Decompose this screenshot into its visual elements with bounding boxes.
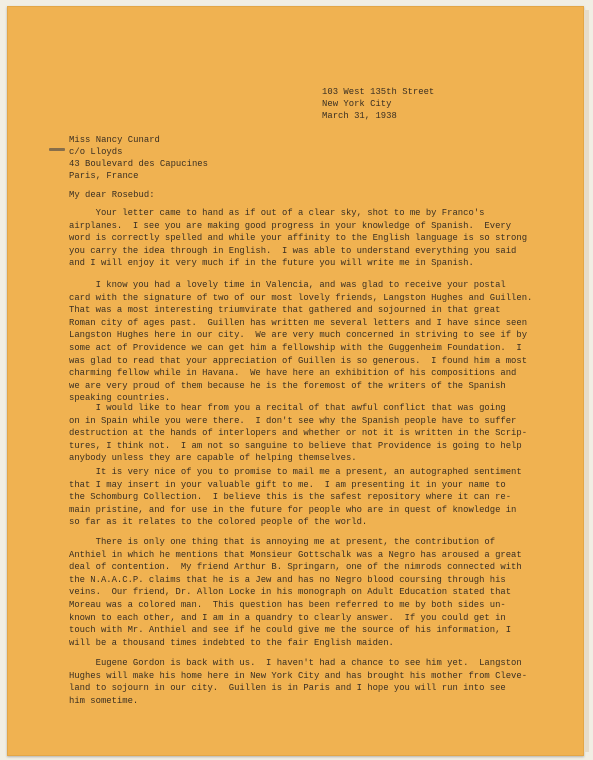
body-line: deal of contention. My friend Arthur B. Springarn, one of the nimrods connected with — [69, 562, 522, 573]
body-line: so far as it relates to the colored people of the world. — [69, 517, 368, 528]
body-paragraph — [69, 657, 527, 707]
recipient-address-line: Paris, France — [69, 171, 139, 181]
body-line: we are very proud of them because he is the foremost of the writers of the Spanish — [69, 380, 506, 391]
body-line: Anthiel in which he mentions that Monsieur Gottschalk was a Negro has aroused a great — [69, 549, 522, 560]
body-line: Eugene Gordon is back with us. I haven't had a chance to see him yet. Langston — [69, 658, 522, 668]
body-line: land to sojourn in our city. Guillen is in Paris and I hope you will run into see — [69, 683, 506, 694]
sender-address-line: 103 West 135th Street — [322, 87, 435, 97]
body-line: some act of Providence we can get him a fellowship with the Guggenheim Foundation. I — [69, 342, 522, 353]
body-paragraph — [69, 466, 522, 529]
body-line: There is only one thing that is annoying me at present, the contribution of — [69, 537, 496, 547]
recipient-address-line: 43 Boulevard des Capucines — [69, 159, 208, 169]
body-paragraph — [69, 207, 527, 270]
body-line: Roman city of ages past. Guillen has written me several letters and I have since seen — [69, 317, 528, 328]
body-line: touch with Mr. Anthiel and see if he could give me the source of his information, I — [69, 625, 512, 636]
sender-address-line: New York City — [322, 99, 392, 109]
body-line: card with the signature of two of our most lovely friends, Langston Hughes and Guillen. — [69, 292, 533, 303]
scan-edge — [584, 10, 589, 752]
body-paragraph — [69, 402, 527, 465]
body-line: the N.A.A.C.P. claims that he is a Jew and has no Negro blood coursing through his — [69, 574, 506, 585]
body-line: It is very nice of you to promise to mail me a present, an autographed sentiment — [69, 467, 522, 477]
body-line: That was a most interesting triumvirate that gathered and sojourned in that great — [69, 305, 501, 316]
body-line: you carry the idea through in English. I was able to understand everything you said — [69, 245, 517, 256]
body-line: him sometime. — [69, 695, 139, 706]
body-paragraph — [69, 279, 532, 405]
body-line: Hughes will make his home here in New York City and has brought his mother from Cleve- — [69, 670, 528, 681]
salutation: My dear Rosebud: — [69, 190, 155, 200]
body-line: on in Spain while you were there. I don't see why the Spanish people have to suffer — [69, 415, 517, 426]
body-line: veins. Our friend, Dr. Allon Locke in his monograph on Adult Education stated that — [69, 587, 512, 598]
body-line: Your letter came to hand as if out of a clear sky, shot to me by Franco's — [69, 208, 485, 218]
body-paragraph — [69, 536, 522, 649]
body-line: will be a thousand times indebted to the fair English maiden. — [69, 637, 394, 648]
body-line: Moreau was a colored man. This question has been referred to me by both sides un- — [69, 599, 506, 610]
body-line: airplanes. I see you are making good progress in your knowledge of Spanish. Every — [69, 220, 512, 231]
body-line: tures, I think not. I am not so sanguine to believe that Providence is going to help — [69, 440, 522, 451]
recipient-address-line: c/o Lloyds — [69, 147, 123, 157]
recipient-address-line: Miss Nancy Cunard — [69, 135, 160, 145]
body-line: I would like to hear from you a recital of that awful conflict that was going — [69, 403, 506, 413]
body-line: and I will enjoy it very much if in the future you will write me in Spanish. — [69, 258, 474, 269]
body-line: main pristine, and for use in the future for people who are in quest of knowledge in — [69, 504, 517, 515]
pen-mark — [49, 148, 65, 151]
body-line: word is correctly spelled and while your affinity to the English language is so strong — [69, 233, 528, 244]
body-line: Langston Hughes here in our city. We are very much concerned in striving to see if by — [69, 330, 528, 341]
body-line: charming fellow while in Havana. We have here an exhibition of his compositions and — [69, 368, 517, 379]
body-line: speaking countries. — [69, 393, 171, 404]
body-line: that I may insert in your valuable gift to me. I am presenting it in your name to — [69, 479, 506, 490]
body-line: I know you had a lovely time in Valencia, and was glad to receive your postal — [69, 280, 506, 290]
letter-date: March 31, 1938 — [322, 111, 397, 121]
body-line: the Schomburg Collection. I believe this is the safest repository where it can re- — [69, 492, 512, 503]
body-line: anybody unless they are capable of helping themselves. — [69, 453, 357, 464]
body-line: destruction at the hands of interlopers and whether or not it is written in the Scrip- — [69, 428, 528, 439]
body-line: was glad to read that your appreciation of Guillen is so generous. I found him a most — [69, 355, 528, 366]
body-line: known to each other, and I am in a quandry to clearly answer. If you could get in — [69, 612, 506, 623]
